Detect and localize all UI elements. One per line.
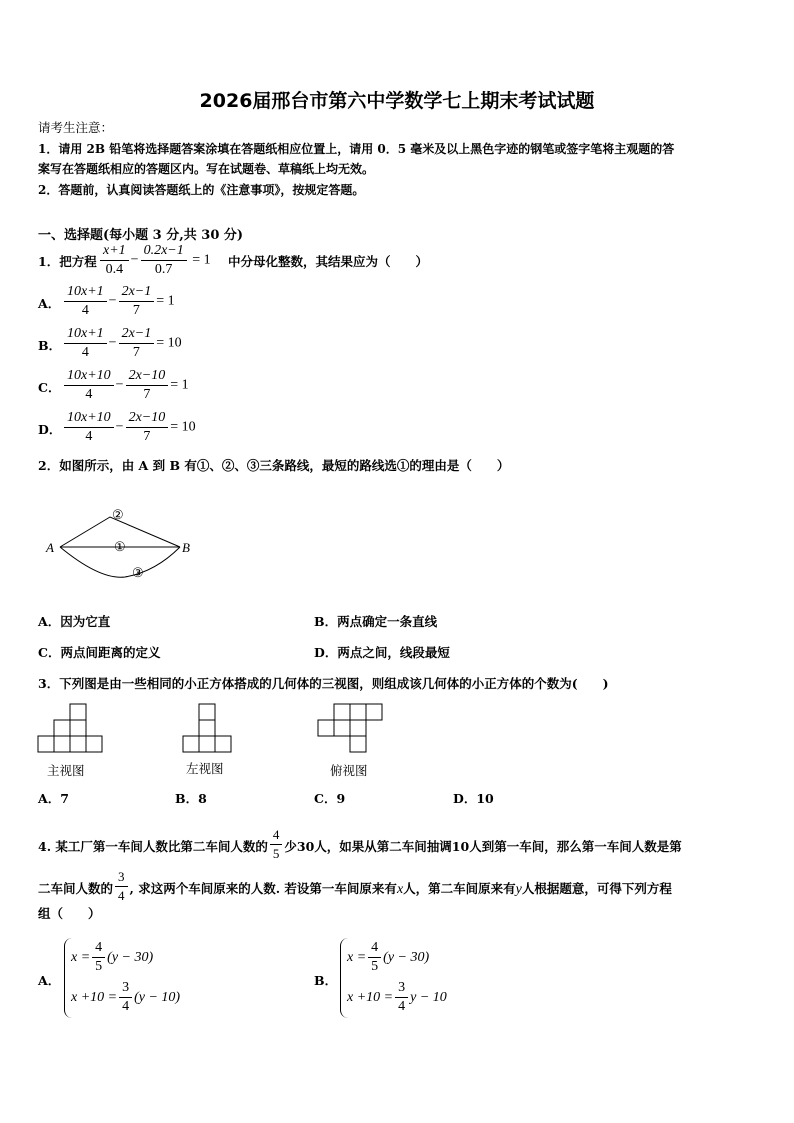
q4-line-2: 二车间人数的 $\frac{3}{4}$ , 求这两个车间原来的人数. 若设第一车间原来有x人，第二车间原来有y人根据题意，可得下列方程: [38, 869, 672, 903]
left-view-label: 左视图: [186, 761, 224, 776]
notice-heading: 请考生注意：: [38, 120, 114, 135]
top-view-label: 俯视图: [330, 763, 368, 778]
q4-line-1: 4. 某工厂第一车间人数比第二车间人数的 $\frac{4}{5}$ 少30人，如果从第二车间抽调10人到第一车间，那么第一车间人数是第: [38, 827, 682, 861]
q2-route-figure: [40, 500, 210, 590]
route-3-label: ③: [132, 565, 144, 580]
left-view-figure: [181, 702, 237, 756]
q1-option-c-label[interactable]: C．: [38, 380, 61, 395]
section-heading: 一、选择题(每小题 3 分,共 30 分): [38, 228, 244, 243]
notice-item-1-line-2: 案写在答题纸相应的答题区内。写在试题卷、草稿纸上均无效。: [38, 162, 375, 176]
q3-option-b[interactable]: B．8: [175, 791, 207, 806]
q3-question: 3．下列图是由一些相同的小正方体搭成的几何体的三视图，则组成该几何体的小正方体的个数为( ): [38, 676, 609, 691]
q1-option-a-expr: $\frac{10x+1}{4}$ − $\frac{2x-1}{7}$ = 1: [62, 283, 175, 320]
q1-option-b-expr: $\frac{10x+1}{4}$ − $\frac{2x-1}{7}$ = 10: [62, 325, 182, 362]
q3-option-c[interactable]: C．9: [314, 791, 346, 806]
q1-option-a-label[interactable]: A．: [38, 296, 61, 311]
q2-option-a[interactable]: A．因为它直: [38, 614, 111, 629]
route-1-label: ①: [114, 539, 126, 554]
q4-line-3: 组（ ）: [38, 906, 101, 921]
q1-option-d-expr: $\frac{10x+10}{4}$ − $\frac{2x-10}{7}$ = 10: [62, 409, 196, 446]
q4-option-b-system: x = $\frac{4}{5}$ (y − 30) x +10 = $\frac{3}{4}$ y − 10: [340, 938, 447, 1018]
q4-option-a-system: x = $\frac{4}{5}$ (y − 30) x +10 = $\frac{3}{4}$ (y − 10): [64, 938, 180, 1018]
q1-option-b-label[interactable]: B．: [38, 338, 62, 353]
q2-option-d[interactable]: D．两点之间，线段最短: [314, 645, 450, 660]
point-a-label: A: [46, 540, 54, 555]
front-view-label: 主视图: [47, 763, 85, 778]
q2-question: 2．如图所示，由 A 到 B 有①、②、③三条路线，最短的路线选①的理由是（ ）: [38, 458, 510, 473]
q4-option-b-label[interactable]: B．: [314, 973, 338, 988]
point-b-label: B: [182, 540, 190, 555]
q1-option-c-expr: $\frac{10x+10}{4}$ − $\frac{2x-10}{7}$ = 1: [62, 367, 189, 404]
q2-option-b[interactable]: B．两点确定一条直线: [314, 614, 438, 629]
top-view-figure: [316, 702, 390, 756]
q3-option-d[interactable]: D．10: [453, 791, 494, 806]
q1-tail: 中分母化整数，其结果应为（ ）: [228, 254, 429, 269]
q1-lead: 1．把方程: [38, 254, 97, 269]
q1-option-d-label[interactable]: D．: [38, 422, 62, 437]
q1-equation: $\frac{x+1}{0.4}$ − $\frac{0.2x-1}{0.7}$ = 1: [98, 242, 211, 279]
notice-item-1-line-1: 1．请用 2B 铅笔将选择题答案涂填在答题纸相应位置上，请用 0．5 毫米及以上黑色字迹的钢笔或签字笔将主观题的答: [38, 142, 675, 156]
notice-item-2: 2．答题前，认真阅读答题纸上的《注意事项》，按规定答题。: [38, 183, 365, 197]
q3-option-a[interactable]: A．7: [38, 791, 69, 806]
page-title: 2026届邢台市第六中学数学七上期末考试试题: [199, 90, 595, 112]
q2-option-c[interactable]: C．两点间距离的定义: [38, 645, 161, 660]
q4-option-a-label[interactable]: A．: [38, 973, 61, 988]
front-view-figure: [36, 702, 108, 756]
route-2-label: ②: [112, 507, 124, 522]
